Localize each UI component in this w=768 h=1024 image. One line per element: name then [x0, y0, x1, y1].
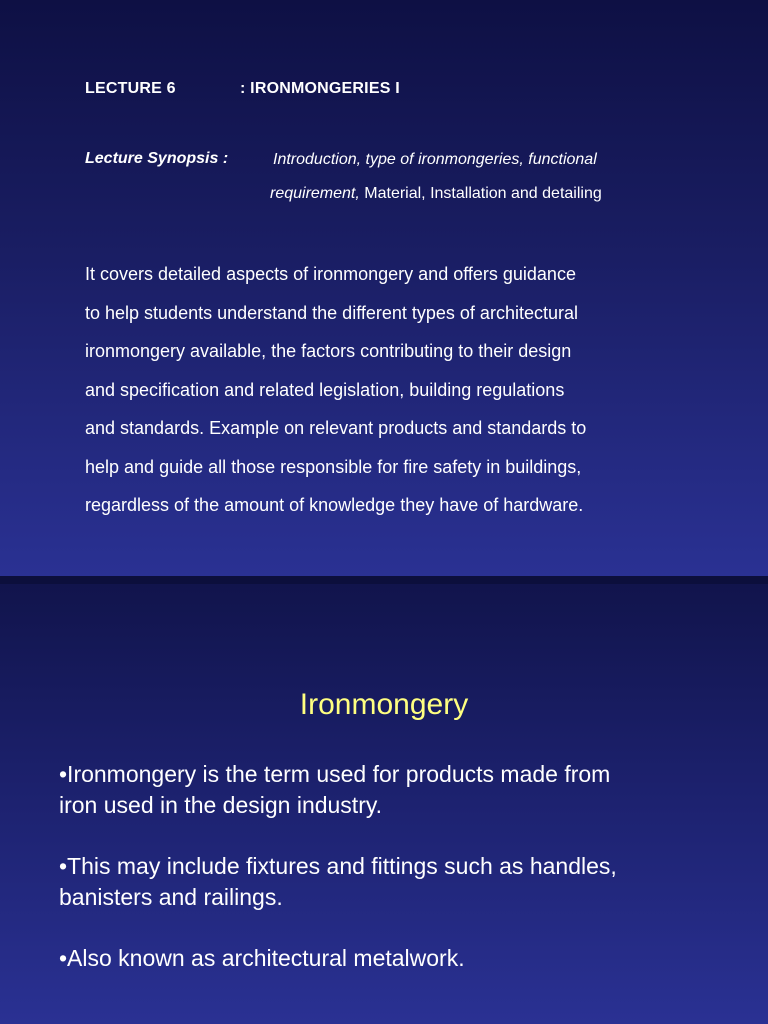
description-line: and specification and related legislation, building regulations: [85, 379, 565, 400]
lecture-header: [85, 80, 400, 98]
lecture-description: [85, 255, 725, 525]
synopsis-plain-part: Material, Installation and detailing: [359, 185, 602, 202]
description-line: regardless of the amount of knowledge they have of hardware.: [85, 495, 584, 515]
bullet-line: •Also known as architectural metalwork.: [59, 945, 465, 971]
description-line: and standards. Example on relevant products and standards to: [85, 418, 587, 438]
slide-ironmongery: [0, 584, 768, 1024]
description-line: It covers detailed aspects of ironmongery and offers guidance: [85, 264, 576, 284]
synopsis-text-line-1: Introduction, type of ironmongeries, functional: [273, 151, 597, 168]
slide-divider: [0, 576, 768, 584]
description-line: help and guide all those responsible for fire safety in buildings,: [85, 456, 582, 477]
description-line: ironmongery available, the factors contributing to their design: [85, 341, 572, 361]
bullet-line: banisters and railings.: [59, 884, 283, 910]
synopsis-italic-part: requirement,: [270, 185, 360, 202]
bullet-point: [59, 759, 739, 821]
bullet-point: [59, 851, 739, 913]
lecture-title: : IRONMONGERIES I: [240, 80, 400, 97]
bullet-line: •This may include fixtures and fittings such as handles,: [59, 853, 617, 879]
bullet-line: iron used in the design industry.: [59, 792, 383, 818]
synopsis-label: Lecture Synopsis :: [85, 150, 229, 167]
bullet-line: •Ironmongery is the term used for products made from: [59, 761, 611, 787]
lecture-number: LECTURE 6: [85, 80, 176, 97]
slide-title: Ironmongery: [299, 688, 469, 721]
bullet-point: [59, 943, 739, 974]
synopsis-text-line-2: [270, 185, 602, 203]
description-line: to help students understand the different types of architectural: [85, 302, 578, 323]
